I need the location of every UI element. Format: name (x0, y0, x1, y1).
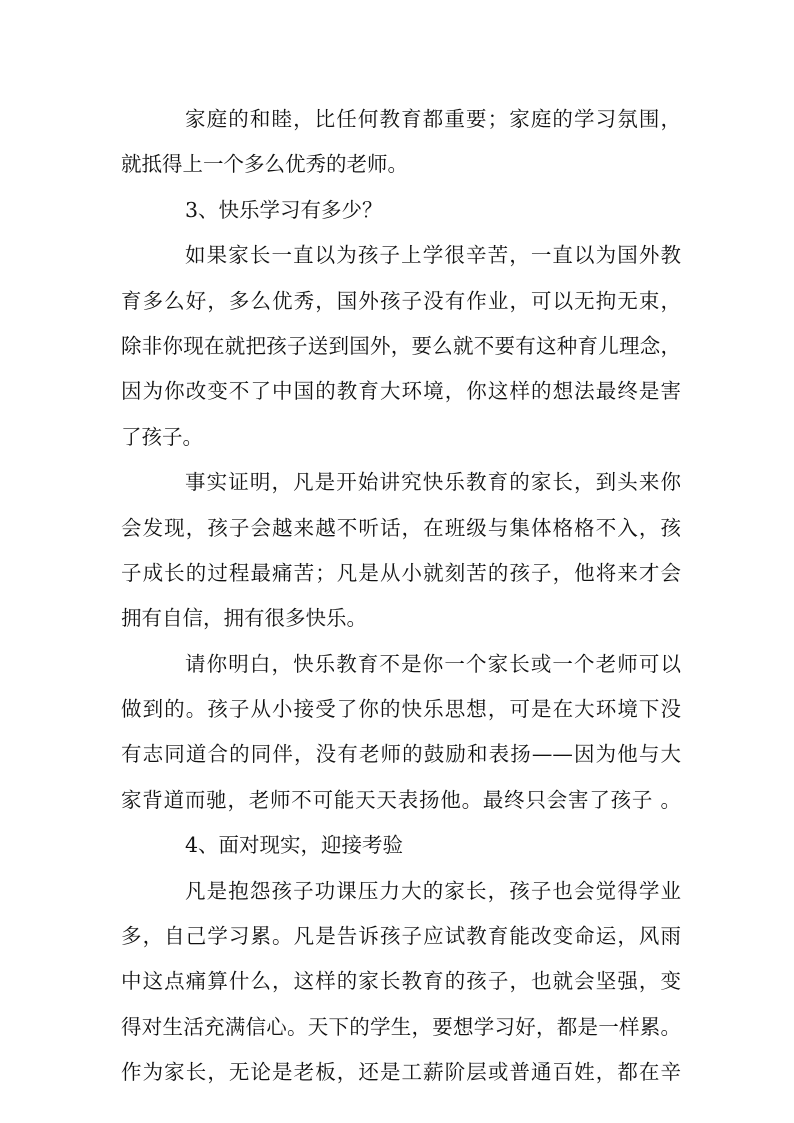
text-line: 作为家长，无论是老板，还是工薪阶层或普通百姓，都在辛 (121, 1060, 681, 1085)
text-line: 如果家长一直以为孩子上学很辛苦，一直以为国外教 (185, 243, 681, 268)
text-line: 多，自己学习累。凡是告诉孩子应试教育能改变命运，风雨 (121, 924, 681, 949)
text-line: 除非你现在就把孩子送到国外，要么就不要有这种育儿理念， (121, 333, 681, 358)
text-line: 4、面对现实，迎接考验 (185, 833, 404, 858)
text-line: 子成长的过程最痛苦；凡是从小就刻苦的孩子，他将来才会 (121, 560, 681, 585)
text-line: 家庭的和睦，比任何教育都重要；家庭的学习氛围， (185, 107, 681, 131)
text-line: 拥有自信，拥有很多快乐。 (121, 606, 367, 631)
text-line: 就抵得上一个多么优秀的老师。 (121, 152, 408, 177)
text-line: 事实证明，凡是开始讲究快乐教育的家长，到头来你 (185, 470, 681, 495)
document-body (121, 97, 681, 1096)
text-line: 中这点痛算什么，这样的家长教育的孩子，也就会坚强，变 (121, 969, 681, 994)
text-line: 3、快乐学习有多少？ (185, 197, 383, 222)
text-line: 了孩子。 (121, 424, 203, 449)
text-line: 家背道而驰，老师不可能天天表扬他。最终只会害了孩子 。 (121, 787, 681, 812)
text-line: 育多么好，多么优秀，国外孩子没有作业，可以无拘无束， (121, 288, 681, 313)
text-line: 做到的。孩子从小接受了你的快乐思想，可是在大环境下没 (121, 697, 681, 722)
text-line: 因为你改变不了中国的教育大环境，你这样的想法最终是害 (121, 379, 681, 404)
text-line: 有志同道合的同伴，没有老师的鼓励和表扬——因为他与大 (121, 742, 681, 767)
text-line: 凡是抱怨孩子功课压力大的家长，孩子也会觉得学业 (185, 878, 681, 903)
text-line: 得对生活充满信心。天下的学生，要想学习好，都是一样累。 (121, 1014, 681, 1039)
text-line: 会发现，孩子会越来越不听话，在班级与集体格格不入，孩 (121, 515, 681, 540)
text-line: 请你明白，快乐教育不是你一个家长或一个老师可以 (185, 651, 681, 676)
